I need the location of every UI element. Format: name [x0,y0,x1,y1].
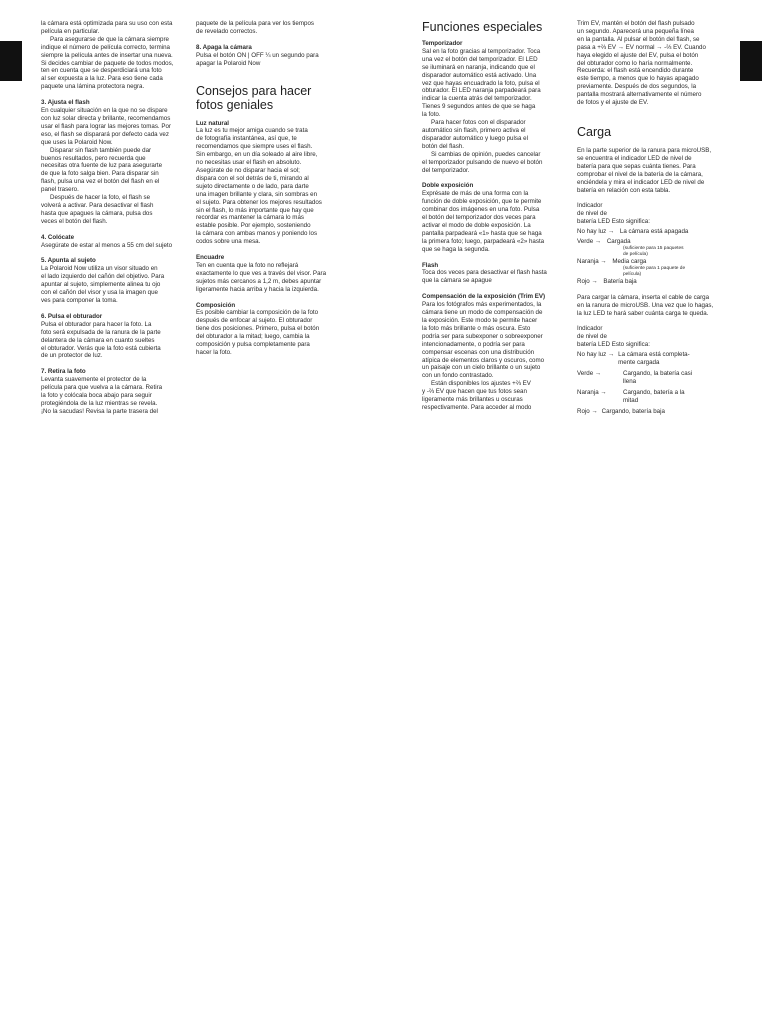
paragraph: La Polaroid Now utiliza un visor situado en el lado izquierdo del cañón del objetivo. Para apuntar al sujeto, simplemente alinea tu ojo con el cañón del visor y usa la imagen que ves para componer la toma. [41,265,165,304]
table-row [577,228,729,236]
indicator-label: Verde → [577,238,602,246]
section-title: 5. Apunta al sujeto [41,257,96,265]
paragraph: Para los fotógrafos más experimentados, la cámara tiene un modo de compensación de la exposición. Este modo te permite hacer la foto más brillante o más oscura. Esto podría ser para subexponer o sobreexponer intencionadamente, o podría ser para compensar escenas con una distribución atípica de elementos claros y oscuros, como un paisaje con un cielo brillante o un sujeto con un fondo contrastado. [422,301,545,380]
paragraph: Si cambias de opinión, puedes cancelar el temporizador pulsando de nuevo el botón del temporizador. [422,150,543,174]
table-row [577,278,729,286]
section-title: Compensación de la exposición (Trim EV) [422,293,546,301]
column-1 [41,20,191,424]
section-title: Flash [422,261,439,269]
table-row [577,238,729,258]
paragraph: Pulsa el botón ON | OFF ¼ un segundo para apagar la Polaroid Now [196,51,319,67]
paragraph: la cámara está optimizada para su uso con esta película en particular. [41,20,173,35]
paragraph: Después de hacer la foto, el flash se volverá a activar. Para desactivar el flash hasta que apagues la cámara, pulsa dos veces el botón del flash. [41,194,154,225]
section-title: Composición [196,301,236,309]
paragraph: Para hacer fotos con el disparador automático sin flash, primero activa el disparador automático y luego pulsa el botón del flash. [422,119,528,150]
indicator-label: Rojo → [577,277,598,285]
table-row [577,351,729,367]
indicator-label: Verde → [577,370,602,377]
paragraph: En cualquier situación en la que no se dispare con luz solar directa y brillante, recomendamos usar el flash para lograr las mejores tomas. Por eso, el flash se disparará por defecto cada vez que uses la Polaroid Now. [41,107,171,146]
column-4 [577,20,729,419]
paragraph: Están disponibles los ajustes +⅔ EV y -⅔ EV que hacen que tus fotos sean ligeramente más brillantes u oscuras respectivamente. Para acceder al modo [422,380,532,411]
paragraph: La luz es tu mejor amiga cuando se trata de fotografía instantánea, así que, te recomendamos que siempre uses el flash. Sin embargo, en un día soleado al aire libre, no necesitas usar el flash en absoluto. Asegúrate de no disparar hacia el sol; dispara con el sol detrás de ti, mirando al sujeto directamente o de lado, para darte una imagen brillante y clara, sin sombras en el sujeto. Para obtener los mejores resultados sin el flash, lo más importante que hay que recordar es mantener la cámara lo más estable posible. Por ejemplo, sosteniendo la cámara con ambas manos y poniendo los codos sobre una mesa. [196,127,322,246]
section-title: 7. Retira la foto [41,368,86,376]
table-row [577,370,729,386]
indicator-meaning: Batería baja [603,277,637,285]
section-title: Doble exposición [422,182,474,190]
table-header: Indicador de nivel de batería LED Esto significa: [577,202,650,226]
indicator-label: Naranja → [577,388,607,396]
section-title: 6. Pulsa el obturador [41,312,103,320]
indicator-meaning: Media carga [612,257,647,265]
battery-indicator-table [577,228,729,286]
paragraph: Sal en la foto gracias al temporizador. Toca una vez el botón del temporizador. El LED se iluminará en naranja, indicando que el disparador automático está activado. Una vez que hayas encuadrado la foto, pulsa el obturador. El LED naranja parpadeará para indicar la cuenta atrás del temporizador. Tienes 9 segundos antes de que se haga la foto. [422,47,541,119]
black-tab-marker-left [0,41,22,81]
paragraph: Es posible cambiar la composición de la foto después de enfocar al sujeto. El obturador tiene dos posiciones. Primero, pulsa el botón del obturador a la mitad; luego, cambia la composición y pulsa completamente para hacer la foto. [196,309,320,356]
indicator-meaning: La cámara está completa- mente cargada [618,351,690,367]
table-header: Indicador de nivel de batería LED Esto significa: [577,325,650,349]
paragraph: Para asegurarse de que la cámara siempre indique el número de película correcto, termina siempre la película antes de insertar una nueva. Si decides cambiar de paquete de todos modos, ten en cuenta que se desperdiciará una foto al ser expuesta a la luz. Para eso tiene cada paquete una lámina protectora negra. [41,35,174,91]
indicator-note: (suficiente para 15 paquetes de película) [623,245,684,257]
paragraph: Ten en cuenta que la foto no reflejará exactamente lo que ves a través del visor. Para sujetos más cercanos a 1,2 m, debes apuntar ligeramente hacia arriba y hacia la izquierda. [196,261,327,293]
section-title: Temporizador [422,40,463,47]
section-title: Encuadre [196,254,225,262]
table-row [577,389,729,405]
indicator-label: Rojo → [577,407,598,415]
paragraph: Asegúrate de estar al menos a 55 cm del sujeto [41,241,173,249]
paragraph: Disparar sin flash también puede dar buenos resultados, pero recuerda que necesitas otra fuente de luz para asegurarte de que la foto salga bien. Para disparar sin flash, pulsa una vez el botón del flash en el panel trasero. [41,146,163,194]
paragraph: Toca dos veces para desactivar el flash hasta que la cámara se apague [422,269,547,285]
paragraph: Levanta suavemente el protector de la película para que vuelva a la cámara. Retira la foto y colócala boca abajo para seguir protegiéndola de la luz mientras se revela. ¡No la sacudas! Revisa la parte trasera del [41,376,163,415]
table-row [577,258,729,278]
section-heading: Carga [577,124,612,139]
column-3 [422,20,572,412]
indicator-note: (suficiente para 1 paquete de película) [623,265,686,277]
indicator-meaning: Cargando, batería baja [601,407,665,415]
column-2 [196,20,346,365]
section-title: 3. Ajusta el flash [41,99,90,107]
section-heading: Consejos para hacer fotos geniales [196,83,312,112]
section-title: 4. Colócate [41,233,75,241]
table-row [577,408,729,416]
paragraph: Trim EV, mantén el botón del flash pulsado un segundo. Aparecerá una pequeña línea en la pantalla. Al pulsar el botón del flash, se pasa a +⅔ EV → EV normal → -⅔ EV. Cuando haya elegido el ajuste del EV, pulsa el botón del obturador como lo haría normalmente. Recuerda: el flash está encendido durante este tiempo, a menos que lo hayas apagado previamente. Después de dos segundos, la pantalla mostrará alternativamente el número de fotos y el ajuste de EV. [577,20,706,107]
paragraph: Pulsa el obturador para hacer la foto. La foto será expulsada de la ranura de la parte delantera de la cámara en cuanto sueltes el obturador. Verás que la foto está cubierta de un protector de luz. [41,320,161,360]
indicator-label: No hay luz → [577,351,615,359]
section-heading: Funciones especiales [422,20,543,34]
section-title: Luz natural [196,119,230,127]
paragraph: Exprésate de más de una forma con la función de doble exposición, que te permite combinar dos imágenes en una foto. Pulsa el botón del temporizador dos veces para activar el modo de doble exposición. La pantalla parpadeará «1» hasta que se haga la primera foto; luego, parpadeará «2» hasta que se haga la segunda. [422,190,545,253]
paragraph: Para cargar la cámara, inserta el cable de carga en la ranura de microUSB. Una vez que lo hagas, la luz LED te hará saber cuánta carga te queda. [577,293,714,317]
indicator-label: No hay luz → [577,228,615,236]
black-tab-marker-right [740,41,762,81]
indicator-meaning: Cargando, la batería casi llena [623,370,693,385]
indicator-meaning: La cámara está apagada [619,228,689,236]
section-title: 8. Apaga la cámara [196,43,252,51]
indicator-meaning: Cargando, batería a la mitad [623,388,685,404]
indicator-label: Naranja → [577,257,607,265]
paragraph: En la parte superior de la ranura para microUSB, se encuentra el indicador LED de nivel de batería para que sepas cuánta tienes. Para comprobar el nivel de la batería de la cámara, enciéndela y mira el indicador LED de nivel de batería en relación con esta tabla. [577,146,712,194]
charging-indicator-table [577,351,729,415]
paragraph: paquete de la película para ver los tiempos de revelado correctos. [196,20,314,35]
indicator-meaning: Cargada [606,238,631,246]
